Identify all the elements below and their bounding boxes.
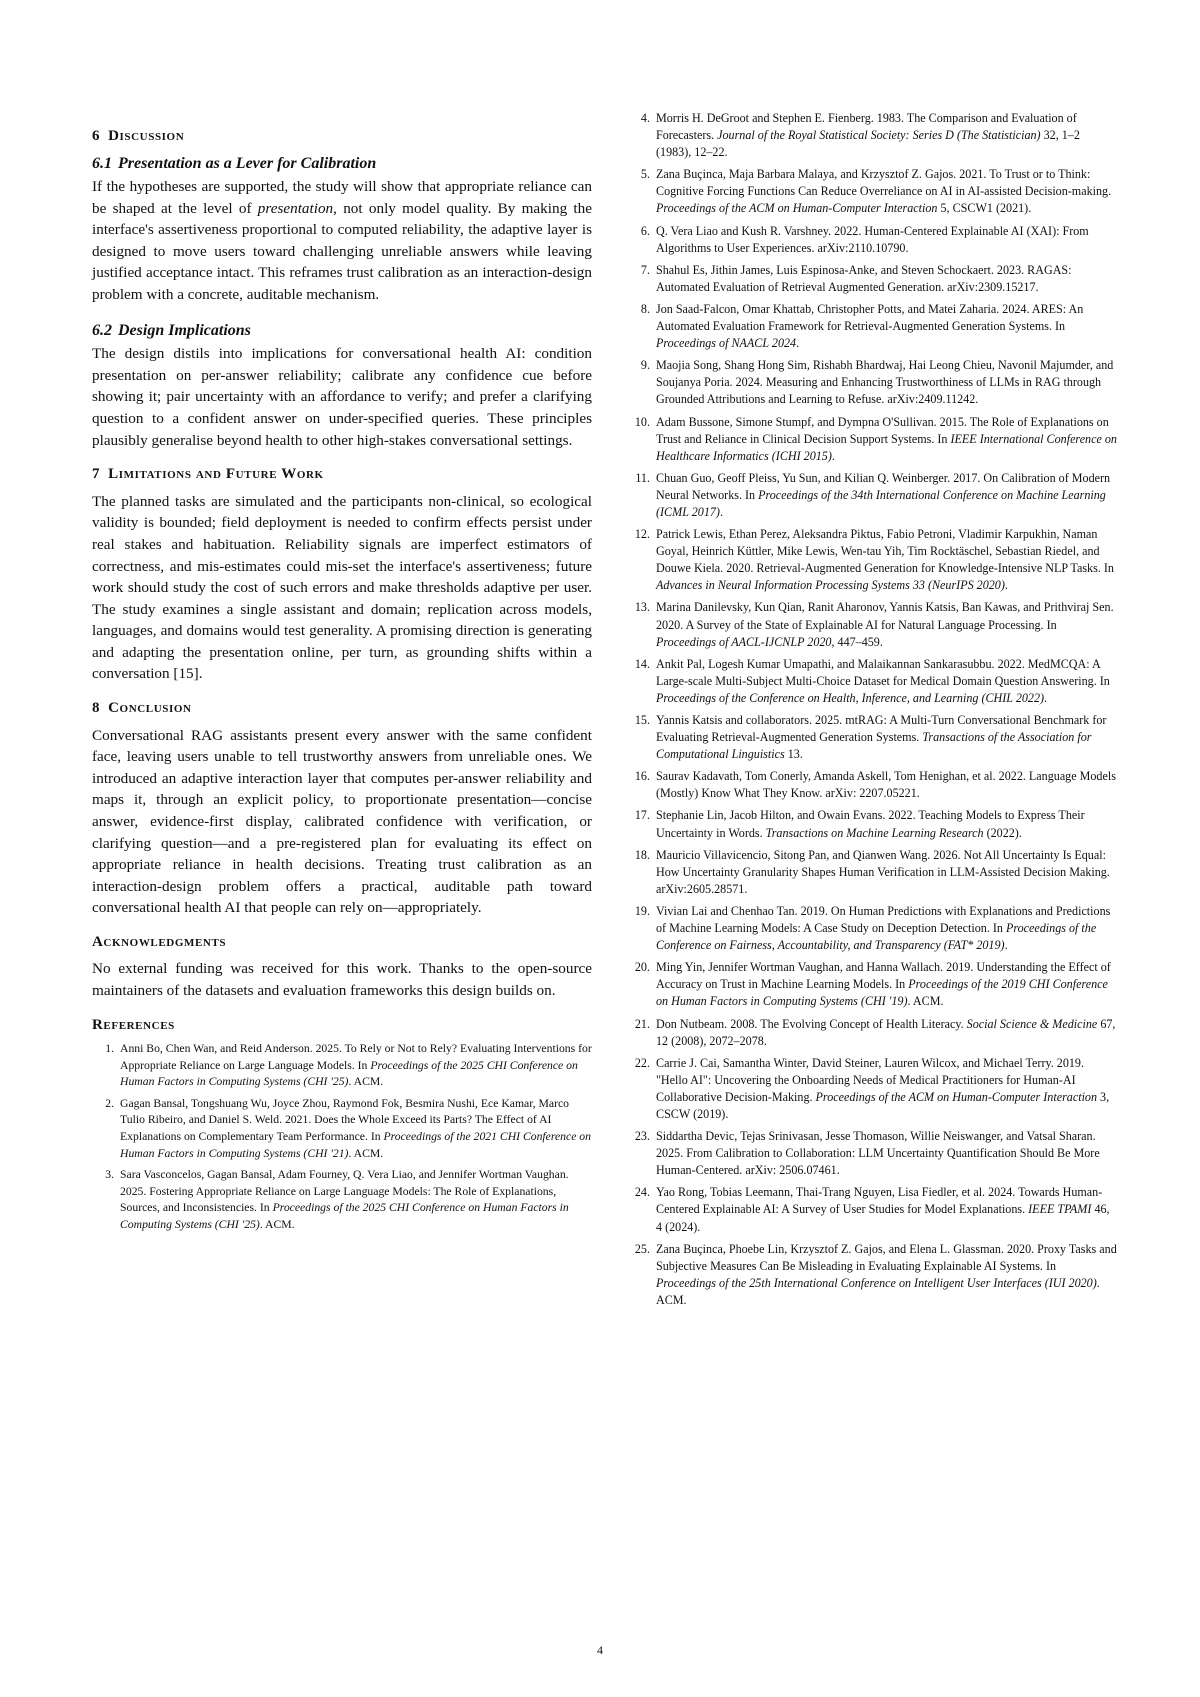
reference-text xyxy=(120,1041,592,1091)
reference-tail: (2022). xyxy=(983,825,1022,840)
reference-main: Marina Danilevsky, Kun Qian, Ranit Aharonov, Yannis Katsis, Ban Kawas, and Prithviraj Sen. 2020. A Survey of the State of Explainable AI for Natural Language Processing. In xyxy=(656,600,1114,632)
reference-venue: Transactions of the Association for Computational Linguistics xyxy=(656,730,1092,762)
reference-number: 12. xyxy=(634,527,650,542)
reference-venue: Transactions on Machine Learning Research xyxy=(765,825,984,840)
reference-item xyxy=(92,1167,592,1233)
reference-tail: 3, CSCW (2019). xyxy=(656,1089,1110,1121)
reference-venue: IEEE International Conference on Healthcare Informatics (ICHI 2015) xyxy=(656,431,1117,463)
reference-main: Jon Saad-Falcon, Omar Khattab, Christopher Potts, and Matei Zaharia. 2024. ARES: An Automated Evaluation Framework for Retrieval-Augmented Generation Systems. In xyxy=(656,301,1084,334)
reference-item xyxy=(628,1184,1118,1235)
reference-item xyxy=(628,166,1118,217)
reference-list-right xyxy=(628,110,1118,1309)
reference-venue: Proceedings of the 2021 CHI Conference on Human Factors in Computing Systems (CHI '21) xyxy=(120,1130,591,1160)
reference-tail: . xyxy=(1044,690,1048,705)
reference-venue: Social Science & Medicine xyxy=(966,1016,1098,1031)
reference-text xyxy=(656,262,1118,296)
section-heading-discussion xyxy=(92,127,592,147)
reference-number: 10. xyxy=(634,414,650,429)
reference-main: Anni Bo, Chen Wan, and Reid Anderson. 2025. To Rely or Not to Rely? Evaluating Interventions for Appropriate Reliance on Large Language Models. In xyxy=(120,1042,592,1072)
reference-venue: Proceedings of the 2019 CHI Conference on Human Factors in Computing Systems (CHI '19) xyxy=(656,977,1108,1009)
reference-main: Yao Rong, Tobias Leemann, Thai-Trang Nguyen, Lisa Fiedler, et al. 2024. Towards Human-Centered Explainable AI: A Survey of User Studies for Model Explanations. xyxy=(656,1185,1103,1217)
reference-number: 17. xyxy=(634,808,650,823)
reference-tail: 67, 12 (2008), 2072–2078. xyxy=(656,1016,1116,1048)
reference-item xyxy=(628,656,1118,707)
reference-text xyxy=(656,166,1118,217)
reference-main: Shahul Es, Jithin James, Luis Espinosa-Anke, and Steven Schockaert. 2023. RAGAS: Automated Evaluation of Retrieval Augmented Generation. arXiv:2309.15217. xyxy=(656,262,1072,294)
reference-venue: Proceedings of NAACL 2024 xyxy=(656,336,797,351)
reference-main: Stephanie Lin, Jacob Hilton, and Owain Evans. 2022. Teaching Models to Express Their Uncertainty in Words. xyxy=(656,808,1085,840)
reference-number: 18. xyxy=(634,847,650,862)
reference-text xyxy=(656,470,1118,521)
reference-tail: 46, 4 (2024). xyxy=(656,1202,1110,1234)
reference-tail: . xyxy=(1004,578,1008,593)
reference-number: 15. xyxy=(634,713,650,727)
reference-text xyxy=(656,110,1118,161)
reference-number: 16. xyxy=(634,769,650,784)
reference-text xyxy=(656,1184,1118,1235)
reference-text xyxy=(656,1016,1118,1050)
section-number: 8 xyxy=(92,700,101,717)
reference-text xyxy=(656,526,1118,594)
reference-tail: . ACM. xyxy=(348,1146,384,1160)
reference-item xyxy=(92,1041,592,1091)
reference-number: 9. xyxy=(640,358,650,373)
reference-text xyxy=(120,1167,592,1233)
reference-venue: Proceedings of AACL-IJCNLP 2020 xyxy=(656,634,832,649)
reference-text xyxy=(656,656,1118,707)
reference-venue: Proceedings of the 2025 CHI Conference on Human Factors in Computing Systems (CHI '25) xyxy=(120,1201,569,1232)
reference-main: Don Nutbeam. 2008. The Evolving Concept of Health Literacy. xyxy=(656,1016,967,1031)
reference-main: Maojia Song, Shang Hong Sim, Rishabh Bhardwaj, Hai Leong Chieu, Navonil Majumder, and Soujanya Poria. 2024. Measuring and Enhancing Trustworthiness of LLMs in RAG through Grounded Attributions and Learning to Refuse. arXiv:2409.11242. xyxy=(656,358,1114,407)
page-number: 4 xyxy=(597,1643,603,1657)
subsection-6-1 xyxy=(92,153,592,306)
reference-list-left xyxy=(92,1041,592,1234)
reference-text xyxy=(656,357,1118,408)
reference-venue: Proceedings of the 34th International Conference on Machine Learning (ICML 2017) xyxy=(656,487,1106,519)
reference-tail: , 447–459. xyxy=(831,634,883,649)
section-acknowledgments xyxy=(92,933,592,1002)
reference-main: Carrie J. Cai, Samantha Winter, David Steiner, Lauren Wilcox, and Michael Terry. 2019. "Hello AI": Uncovering the Onboarding Needs of Medical Practitioners for Human-AI Collaborative Decision-Making. xyxy=(656,1055,1084,1104)
reference-item xyxy=(92,1096,592,1162)
reference-number: 7. xyxy=(640,262,650,277)
reference-main: Siddartha Devic, Tejas Srinivasan, Jesse Thomason, Willie Neiswanger, and Vatsal Sharan. 2025. From Calibration to Collaboration: LLM Uncertainty Quantification Should Be More Human-Centered. arXiv: 2506.07461. xyxy=(656,1129,1100,1178)
reference-venue: Proceedings of the ACM on Human-Computer Interaction xyxy=(656,201,938,216)
reference-number: 1. xyxy=(105,1042,114,1056)
reference-tail: . ACM. xyxy=(656,1275,1100,1307)
reference-tail: . xyxy=(831,448,835,463)
reference-item xyxy=(628,847,1118,898)
reference-tail: 13. xyxy=(784,747,803,762)
reference-tail: 5, CSCW1 (2021). xyxy=(937,201,1032,216)
section-title: Discussion xyxy=(108,128,185,144)
reference-text xyxy=(656,807,1118,841)
reference-number: 8. xyxy=(640,301,650,316)
reference-text xyxy=(656,301,1118,352)
reference-venue: Proceedings of the 25th International Conference on Intelligent User Interfaces (IUI 2020) xyxy=(656,1275,1097,1290)
reference-tail: . xyxy=(1004,938,1008,953)
reference-venue: Proceedings of the Conference on Fairness, Accountability, and Transparency (FAT* 2019) xyxy=(656,921,1097,953)
reference-main: Morris H. DeGroot and Stephen E. Fienberg. 1983. The Comparison and Evaluation of Forecasters. xyxy=(656,111,1077,143)
reference-number: 14. xyxy=(634,656,650,671)
section-title: Limitations and Future Work xyxy=(108,466,324,483)
reference-text xyxy=(656,768,1118,802)
paragraph: The design distils into implications for conversational health AI: condition presentation on per-answer reliability; calibrate any confidence cue before showing it; pair uncertainty with an affordance to verify; and prefer a clarifying question to a confident answer on under-specified queries. These principles plausibly generalise beyond health to other high-stakes conversational settings. xyxy=(92,345,592,449)
subsection-heading xyxy=(92,153,592,175)
reference-number: 2. xyxy=(105,1096,114,1110)
reference-main: Zana Buçinca, Maja Barbara Malaya, and Krzysztof Z. Gajos. 2021. To Trust or to Think: Cognitive Forcing Functions Can Reduce Overreliance on AI in AI-assisted Decision-making. xyxy=(656,167,1112,199)
reference-item xyxy=(628,301,1118,352)
section-conclusion xyxy=(92,699,592,919)
subsection-6-2 xyxy=(92,320,592,452)
reference-main: Sara Vasconcelos, Gagan Bansal, Adam Fourney, Q. Vera Liao, and Jennifer Wortman Vaughan. 2025. Fostering Appropriate Reliance on Large Language Models: The Role of Explanations, Sources, and Inconsistencies. In xyxy=(120,1168,569,1215)
right-column xyxy=(628,110,1118,1314)
paragraph-text: , not only model quality. By making the interface's assertiveness proportional to computed reliability, the adaptive layer is designed to move users toward challenging unreliable answers while leaving justified acceptance intact. This reframes trust calibration as an interaction-design problem with a concrete, auditable mechanism. xyxy=(92,199,592,304)
reference-venue: Proceedings of the Conference on Health, Inference, and Learning (CHIL 2022) xyxy=(656,690,1045,705)
reference-main: Mauricio Villavicencio, Sitong Pan, and Qianwen Wang. 2026. Not All Uncertainty Is Equal: How Uncertainty Granularity Shapes Human Verification in LLM-Assisted Decision Making. arXiv:2605.28571. xyxy=(656,847,1110,896)
reference-text xyxy=(656,959,1118,1010)
subsection-number: 6.1 xyxy=(92,154,112,172)
reference-venue: Advances in Neural Information Processing Systems 33 (NeurIPS 2020) xyxy=(656,578,1005,593)
reference-tail: 32, 1–2 (1983), 12–22. xyxy=(656,128,1080,160)
reference-number: 21. xyxy=(634,1016,650,1031)
paragraph-text: If the hypotheses are supported, the study will show that appropriate reliance can be shaped at the level of xyxy=(92,178,592,217)
reference-item xyxy=(628,807,1118,841)
emphasis-text: presentation xyxy=(257,199,334,217)
reference-text xyxy=(656,903,1118,954)
reference-main: Patrick Lewis, Ethan Perez, Aleksandra Piktus, Fabio Petroni, Vladimir Karpukhin, Naman Goyal, Heinrich Küttler, Mike Lewis, Wen-tau Yih, Tim Rocktäschel, Sebastian Riedel, and Douwe Kiela. 2020. Retrieval-Augmented Generation for Knowledge-Intensive NLP Tasks. In xyxy=(656,527,1114,576)
reference-text xyxy=(656,223,1118,257)
reference-number: 11. xyxy=(635,470,650,485)
reference-tail: . xyxy=(796,336,800,351)
reference-tail: . ACM. xyxy=(348,1075,384,1089)
reference-item xyxy=(628,1055,1118,1123)
subsection-number: 6.2 xyxy=(92,321,112,339)
reference-item xyxy=(628,110,1118,161)
reference-tail: . ACM. xyxy=(907,994,944,1009)
section-heading-conclusion xyxy=(92,699,592,719)
reference-main: Chuan Guo, Geoff Pleiss, Yu Sun, and Kilian Q. Weinberger. 2017. On Calibration of Modern Neural Networks. In xyxy=(656,470,1111,502)
section-number: 7 xyxy=(92,466,101,483)
reference-venue: Proceedings of the ACM on Human-Computer Interaction xyxy=(815,1089,1098,1104)
reference-main: Adam Bussone, Simone Stumpf, and Dympna O'Sullivan. 2015. The Role of Explanations on Trust and Reliance in Clinical Decision Support Systems. In xyxy=(656,414,1109,446)
reference-number: 6. xyxy=(640,223,650,238)
reference-tail: . ACM. xyxy=(259,1218,295,1232)
reference-item xyxy=(628,526,1118,594)
reference-number: 13. xyxy=(634,600,650,615)
reference-text xyxy=(656,599,1118,650)
reference-text xyxy=(120,1096,592,1162)
section-limitations xyxy=(92,465,592,685)
paragraph: No external funding was received for this work. Thanks to the open-source maintainers of the datasets and evaluation frameworks this design builds on. xyxy=(92,960,592,999)
subsection-heading xyxy=(92,320,592,342)
reference-text xyxy=(656,414,1118,465)
paragraph: Conversational RAG assistants present every answer with the same confident face, leaving users unable to tell trustworthy answers from unreliable ones. We introduced an adaptive interaction layer that computes per-answer reliability and maps it, through an explicit policy, to proportionate presentation—concise answer, evidence-first display, calibrated confidence with verification, or clarifying question—and a pre-registered plan for evaluating its effect on appropriate reliance in health decisions. Treating trust calibration as an interaction-design problem offers a practical, auditable path toward conversational health AI that people can rely on—appropriately. xyxy=(92,726,592,917)
reference-main: Yannis Katsis and collaborators. 2025. mtRAG: A Multi-Turn Conversational Benchmark for Evaluating Retrieval-Augmented Generation Systems. xyxy=(656,713,1107,745)
reference-text xyxy=(656,1241,1118,1309)
reference-main: Q. Vera Liao and Kush R. Varshney. 2022. Human-Centered Explainable AI (XAI): From Algorithms to User Experiences. arXiv:2110.10790. xyxy=(656,223,1089,255)
reference-venue: Proceedings of the 2025 CHI Conference on Human Factors in Computing Systems (CHI '25) xyxy=(120,1058,578,1089)
section-heading-references: References xyxy=(92,1016,175,1033)
left-column xyxy=(92,127,592,1239)
reference-number: 25. xyxy=(634,1241,650,1256)
reference-item xyxy=(628,712,1118,763)
subsection-title: Presentation as a Lever for Calibration xyxy=(118,154,377,172)
reference-item xyxy=(628,768,1118,802)
reference-main: Saurav Kadavath, Tom Conerly, Amanda Askell, Tom Henighan, et al. 2022. Language Models (Mostly) Know What They Know. arXiv: 2207.05221. xyxy=(656,769,1116,801)
section-heading-limitations xyxy=(92,465,592,485)
reference-venue: IEEE TPAMI xyxy=(1028,1202,1092,1217)
reference-item xyxy=(628,903,1118,954)
reference-item xyxy=(628,223,1118,257)
paragraph: The planned tasks are simulated and the participants non-clinical, so ecological validity is bounded; field deployment is needed to confirm effects persist under real stakes and habituation. Reliability signals are imperfect estimators of correctness, and mis-estimates could mis-set the interface's assertiveness; future work should study the cost of such errors and make thresholds adaptive per user. The study examines a single assistant and domain; replication across models, languages, and domains would test generality. A promising direction is generating and adapting the presentation online, per turn, as grounding shifts within a conversation [15]. xyxy=(92,492,592,683)
section-number: 6 xyxy=(92,128,101,144)
reference-item xyxy=(628,1016,1118,1050)
reference-tail: . xyxy=(719,504,723,519)
reference-number: 24. xyxy=(634,1185,650,1200)
reference-item xyxy=(628,1128,1118,1179)
reference-item xyxy=(628,1241,1118,1309)
reference-main: Vivian Lai and Chenhao Tan. 2019. On Human Predictions with Explanations and Predictions of Machine Learning Models: A Case Study on Deception Detection. In xyxy=(656,903,1111,936)
reference-text xyxy=(656,847,1118,898)
reference-main: Gagan Bansal, Tongshuang Wu, Joyce Zhou, Raymond Fok, Besmira Nushi, Ece Kamar, Marco Tulio Ribeiro, and Daniel S. Weld. 2021. Does the Whole Exceed its Parts? The Effect of AI Explanations on Complementary Team Performance. In xyxy=(120,1096,569,1144)
reference-number: 4. xyxy=(640,111,650,125)
reference-number: 23. xyxy=(634,1129,650,1144)
reference-text xyxy=(656,712,1118,763)
reference-item xyxy=(628,470,1118,521)
reference-item xyxy=(628,959,1118,1010)
reference-main: Zana Buçinca, Phoebe Lin, Krzysztof Z. Gajos, and Elena L. Glassman. 2020. Proxy Tasks and Subjective Measures Can Be Misleading in Evaluating Explainable AI Systems. In xyxy=(656,1241,1117,1273)
reference-main: Ming Yin, Jennifer Wortman Vaughan, and Hanna Wallach. 2019. Understanding the Effect of Accuracy on Trust in Machine Learning Models. In xyxy=(656,960,1111,992)
paragraph xyxy=(92,176,592,306)
subsection-title: Design Implications xyxy=(118,321,251,339)
section-heading-acknowledgments: Acknowledgments xyxy=(92,933,227,950)
reference-text xyxy=(656,1128,1118,1179)
reference-item xyxy=(628,599,1118,650)
reference-item xyxy=(628,357,1118,408)
reference-item xyxy=(628,262,1118,296)
reference-number: 5. xyxy=(640,167,650,182)
reference-item xyxy=(628,414,1118,465)
reference-text xyxy=(656,1055,1118,1123)
reference-venue: Journal of the Royal Statistical Society: Series D (The Statistician) xyxy=(717,128,1041,143)
reference-number: 20. xyxy=(634,960,650,975)
reference-number: 22. xyxy=(634,1055,650,1070)
reference-main: Ankit Pal, Logesh Kumar Umapathi, and Malaikannan Sankarasubbu. 2022. MedMCQA: A Large-scale Multi-Subject Multi-Choice Dataset for Medical Domain Question Answering. In xyxy=(656,656,1110,688)
section-title: Conclusion xyxy=(108,700,192,717)
reference-number: 3. xyxy=(105,1168,114,1182)
reference-number: 19. xyxy=(634,903,650,918)
